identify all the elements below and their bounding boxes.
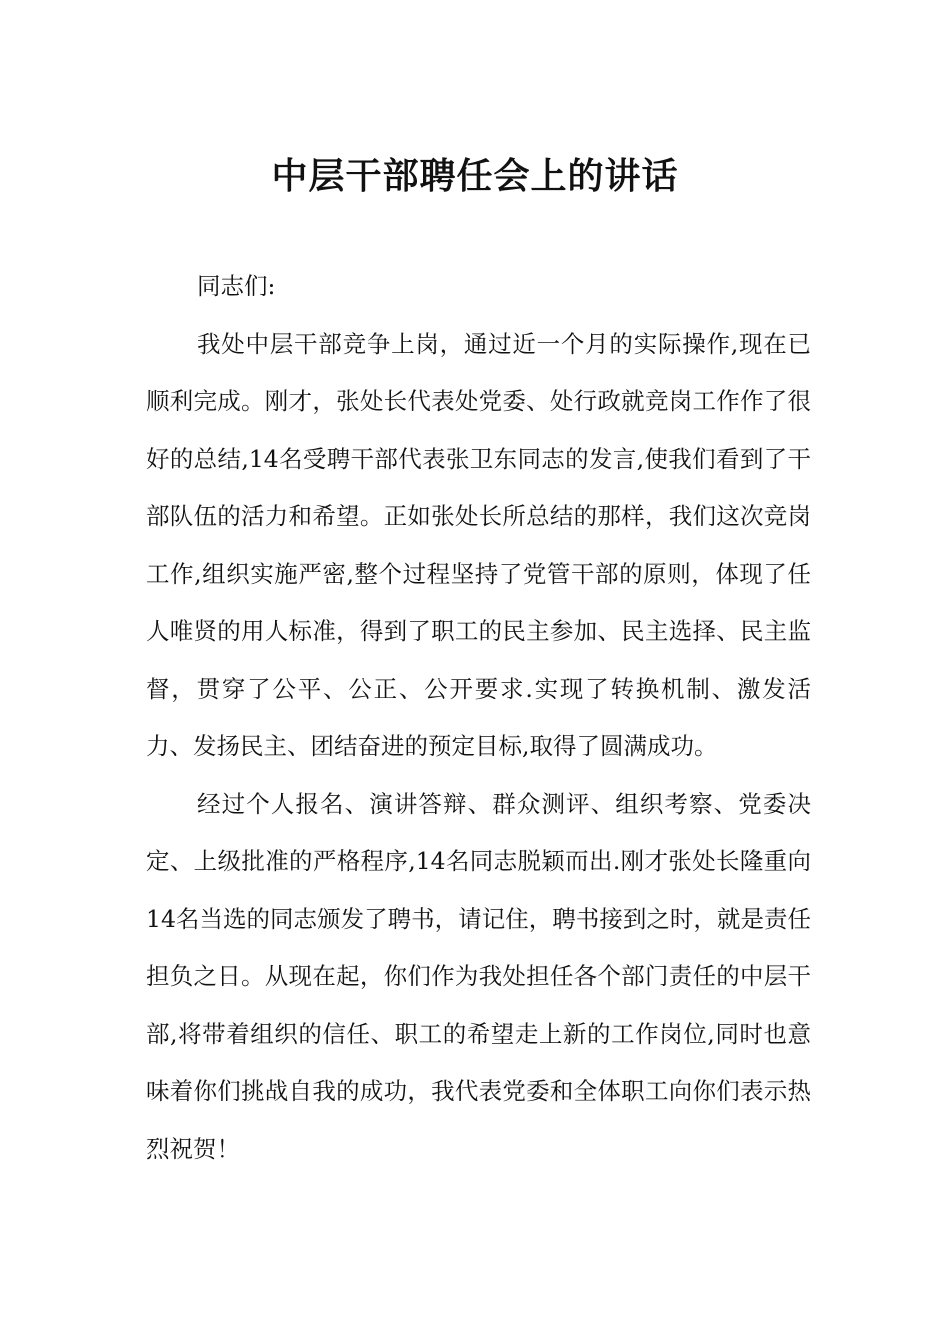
document-title: 中层干部聘任会上的讲话	[271, 155, 679, 198]
paragraph-2: 经过个人报名、演讲答辩、群众测评、组织考察、党委决定、上级批准的严格程序,14名同志脱颖而出.刚才张处长隆重向14名当选的同志颁发了聘书，请记住，聘书接到之时，就是责任担负之日。从现在起，你们作为我处担任各个部门责任的中层干部,将带着组织的信任、职工的希望走上新的工作岗位,同时也意味着你们挑战自我的成功，我代表党委和全体职工向你们表示热烈祝贺！	[146, 789, 811, 1163]
document-body	[146, 258, 811, 1178]
salutation: 同志们:	[197, 272, 276, 300]
paragraph-1: 我处中层干部竞争上岗，通过近一个月的实际操作,现在已顺利完成。刚才，张处长代表处党委、处行政就竞岗工作作了很好的总结,14名受聘干部代表张卫东同志的发言,使我们看到了干部队伍的活力和希望。正如张处长所总结的那样，我们这次竞岗工作,组织实施严密,整个过程坚持了党管干部的原则，体现了任人唯贤的用人标准，得到了职工的民主参加、民主选择、民主监督，贯穿了公平、公正、公开要求.实现了转换机制、激发活力、发扬民主、团结奋进的预定目标,取得了圆满成功。	[146, 329, 811, 760]
